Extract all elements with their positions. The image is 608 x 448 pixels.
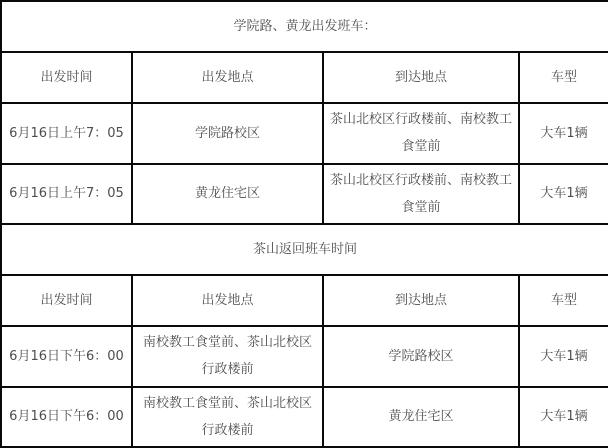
- col-header-departure-time: 出发时间: [1, 275, 132, 326]
- cell-departure-place: 南校教工食堂前、茶山北校区行政楼前: [132, 326, 323, 387]
- cell-departure-place: 学院路校区: [132, 103, 323, 164]
- col-header-departure-place: 出发地点: [132, 52, 323, 103]
- col-header-departure-time: 出发时间: [1, 52, 132, 103]
- table-row-section2-header: [1, 275, 608, 326]
- cell-vehicle-type: 大车1辆: [519, 387, 608, 448]
- table-row: [1, 164, 608, 225]
- col-header-vehicle-type: 车型: [519, 275, 608, 326]
- cell-vehicle-type: 大车1辆: [519, 326, 608, 387]
- cell-departure-place: 黄龙住宅区: [132, 164, 323, 225]
- cell-departure-time: 6月16日下午6：00: [1, 387, 132, 448]
- table-row: [1, 103, 608, 164]
- cell-departure-time: 6月16日上午7：05: [1, 164, 132, 225]
- cell-vehicle-type: 大车1辆: [519, 103, 608, 164]
- cell-arrival-place: 黄龙住宅区: [323, 387, 519, 448]
- col-header-vehicle-type: 车型: [519, 52, 608, 103]
- col-header-arrival-place: 到达地点: [323, 52, 519, 103]
- cell-arrival-place: 茶山北校区行政楼前、南校教工食堂前: [323, 103, 519, 164]
- section2-title: 茶山返回班车时间: [1, 224, 608, 275]
- table-row-section1-title: [1, 1, 608, 52]
- table-row: [1, 387, 608, 448]
- section1-title: 学院路、黄龙出发班车：: [1, 1, 608, 52]
- cell-departure-time: 6月16日上午7：05: [1, 103, 132, 164]
- table-row-section2-title: [1, 224, 608, 275]
- cell-departure-place: 南校教工食堂前、茶山北校区行政楼前: [132, 387, 323, 448]
- cell-arrival-place: 茶山北校区行政楼前、南校教工食堂前: [323, 164, 519, 225]
- cell-departure-time: 6月16日下午6：00: [1, 326, 132, 387]
- table-row-section1-header: [1, 52, 608, 103]
- col-header-departure-place: 出发地点: [132, 275, 323, 326]
- table-row: [1, 326, 608, 387]
- cell-vehicle-type: 大车1辆: [519, 164, 608, 225]
- cell-arrival-place: 学院路校区: [323, 326, 519, 387]
- col-header-arrival-place: 到达地点: [323, 275, 519, 326]
